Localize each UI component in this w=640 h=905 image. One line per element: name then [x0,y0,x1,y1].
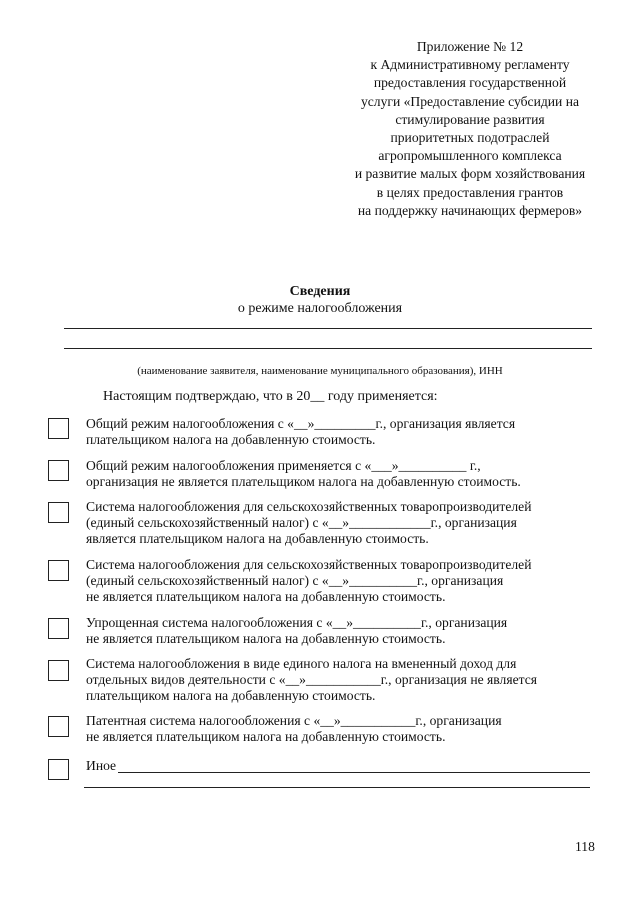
option-line: Система налогообложения для сельскохозяйственных товаропроизводителей [86,557,532,572]
applicant-line-1 [64,328,592,329]
option-line: не является плательщиком налога на добавленную стоимость. [86,729,446,744]
document-title: Сведения [289,284,351,299]
tax-option-3-checkbox[interactable] [48,502,69,523]
appendix-line: предоставления государственной [373,75,567,91]
applicant-caption: (наименование заявителя, наименование муниципального образования), ИНН [137,365,503,377]
appendix-line: агропромышленного комплекса [378,148,562,164]
option-line: является плательщиком налога на добавленную стоимость. [86,531,429,546]
appendix-line: услуги «Предоставление субсидии на [360,93,580,109]
tax-option-7-text [86,713,606,745]
other-input-line-2[interactable] [84,787,590,788]
appendix-line: приоритетных подотраслей [390,130,550,146]
other-label: Иное [86,758,117,773]
option-line: Упрощенная система налогообложения с «__»__________г., организация [86,615,508,630]
confirm-statement: Настоящим подтверждаю, что в 20__ году применяется: [103,389,438,404]
tax-option-5-checkbox[interactable] [48,618,69,639]
option-line: плательщиком налога на добавленную стоимость. [86,432,376,447]
tax-option-1-checkbox[interactable] [48,418,69,439]
appendix-line: и развитие малых форм хозяйствования [354,166,586,182]
tax-option-2-text [86,458,606,490]
applicant-line-2 [64,348,592,349]
tax-option-6-text [86,656,606,704]
page-number: 118 [575,839,595,854]
tax-option-3-text [86,499,606,547]
option-line: Система налогообложения в виде единого налога на вмененный доход для [86,656,517,671]
option-line: Общий режим налогообложения применяется с «___»__________ г., [86,458,481,473]
tax-option-5-text [86,615,606,647]
appendix-line: Приложение № 12 [416,39,524,54]
tax-option-1-text [86,416,606,448]
other-input-line-1[interactable] [118,772,590,773]
tax-option-7-checkbox[interactable] [48,716,69,737]
option-line: не является плательщиком налога на добавленную стоимость. [86,631,446,646]
appendix-line: стимулирование развития [395,111,545,127]
tax-option-4-checkbox[interactable] [48,560,69,581]
option-line: (единый сельскохозяйственный налог) с «__»____________г., организация [86,515,517,530]
tax-option-4-text [86,557,606,605]
appendix-line: на поддержку начинающих фермеров» [357,202,583,218]
appendix-line: в целях предоставления грантов [376,184,564,200]
option-line: Общий режим налогообложения с «__»_________г., организация является [86,416,516,431]
option-line: отдельных видов деятельности с «__»___________г., организация не является [86,672,537,687]
appendix-header [320,38,620,220]
option-line: (единый сельскохозяйственный налог) с «__»__________г., организация [86,573,504,588]
tax-option-6-checkbox[interactable] [48,660,69,681]
option-line: Система налогообложения для сельскохозяйственных товаропроизводителей [86,499,532,514]
tax-option-other-checkbox[interactable] [48,759,69,780]
appendix-line: к Административному регламенту [370,57,570,73]
option-line: не является плательщиком налога на добавленную стоимость. [86,589,446,604]
option-line: плательщиком налога на добавленную стоимость. [86,688,376,703]
tax-option-2-checkbox[interactable] [48,460,69,481]
option-line: организация не является плательщиком налога на добавленную стоимость. [86,474,521,489]
option-line: Патентная система налогообложения с «__»___________г., организация [86,713,502,728]
document-subtitle: о режиме налогообложения [237,301,403,316]
